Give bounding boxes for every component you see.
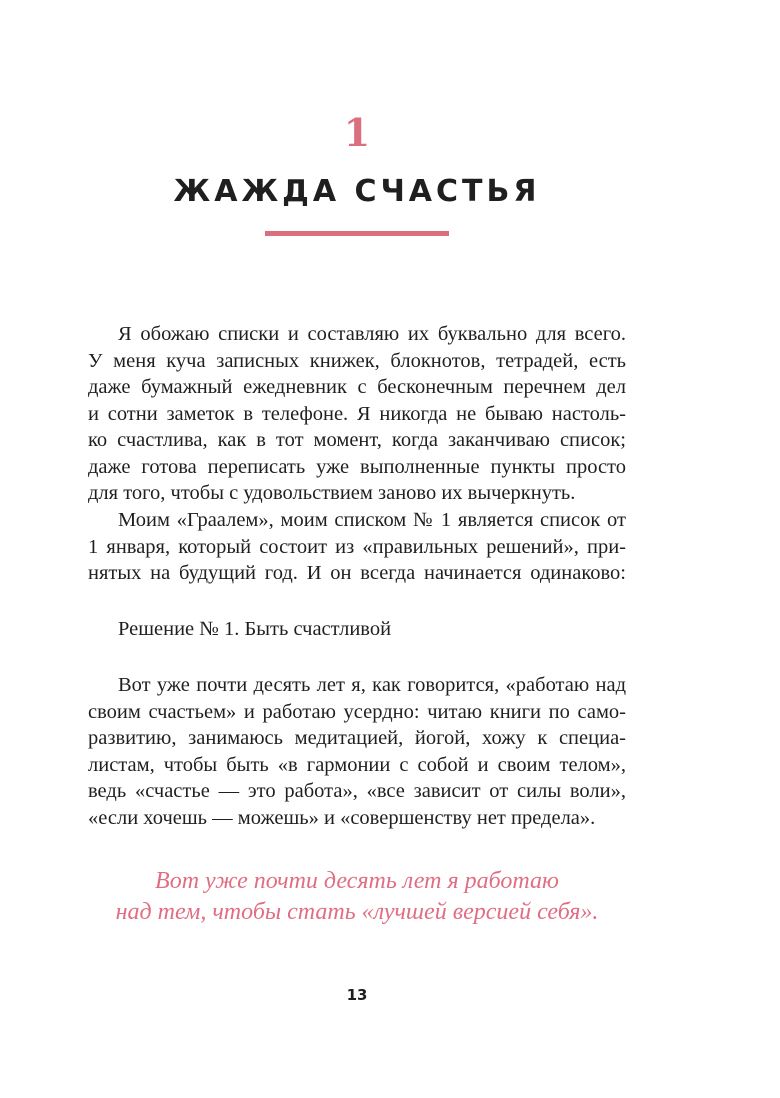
- paragraph-line: своим счастьем» и работаю усердно: читаю книги по само-: [88, 700, 626, 723]
- pull-quote-line: над тем, чтобы стать «лучшей версией себя».: [115, 899, 599, 925]
- title-underline: [265, 231, 449, 236]
- page-number: 13: [346, 986, 368, 1004]
- paragraph-line: ведь «счастье — это работа», «все зависит от силы воли»,: [88, 780, 626, 802]
- paragraph-line: листам, чтобы быть «в гармонии с собой и своим телом»,: [88, 753, 626, 776]
- paragraph-line: У меня куча записных книжек, блокнотов, тетрадей, есть: [88, 349, 626, 372]
- paragraph-line: даже бумажный ежедневник с бесконечным перечнем дел: [88, 376, 626, 398]
- resolution-line: [88, 616, 626, 643]
- paragraph-line: «если хочешь — можешь» и «совершенству нет предела».: [88, 806, 596, 829]
- paragraph-line: и сотни заметок в телефоне. Я никогда не бываю настоль-: [88, 402, 626, 425]
- pull-quote-line: Вот уже почти десять лет я работаю: [155, 868, 559, 894]
- paragraph-line: ко счастлива, как в тот момент, когда заканчиваю список;: [88, 429, 626, 451]
- chapter-title: ЖАЖДА СЧАСТЬЯ: [173, 174, 541, 209]
- paragraph-line: Решение № 1. Быть счастливой: [118, 618, 392, 640]
- paragraph-line: нятых на будущий год. И он всегда начинается одинаково:: [88, 562, 626, 584]
- paragraph-line: Вот уже почти десять лет я, как говорится, «работаю над: [118, 674, 626, 696]
- paragraph-3: [88, 672, 626, 831]
- paragraph-line: 1 января, который состоит из «правильных решений», при-: [88, 535, 626, 558]
- paragraph-line: развитию, занимаюсь медитацией, йогой, хожу к специа-: [88, 727, 626, 749]
- paragraph-line: Я обожаю списки и составляю их буквально для всего.: [118, 323, 626, 345]
- paragraph-line: для того, чтобы с удовольствием заново их вычеркнуть.: [88, 482, 576, 504]
- paragraph-line: Моим «Граалем», моим списком № 1 является список от: [118, 509, 626, 531]
- chapter-number: 1: [343, 110, 371, 155]
- paragraph-1: [88, 321, 626, 507]
- paragraph-2: [88, 507, 626, 587]
- paragraph-line: даже готова переписать уже выполненные пункты просто: [88, 455, 626, 478]
- pull-quote: [0, 866, 714, 928]
